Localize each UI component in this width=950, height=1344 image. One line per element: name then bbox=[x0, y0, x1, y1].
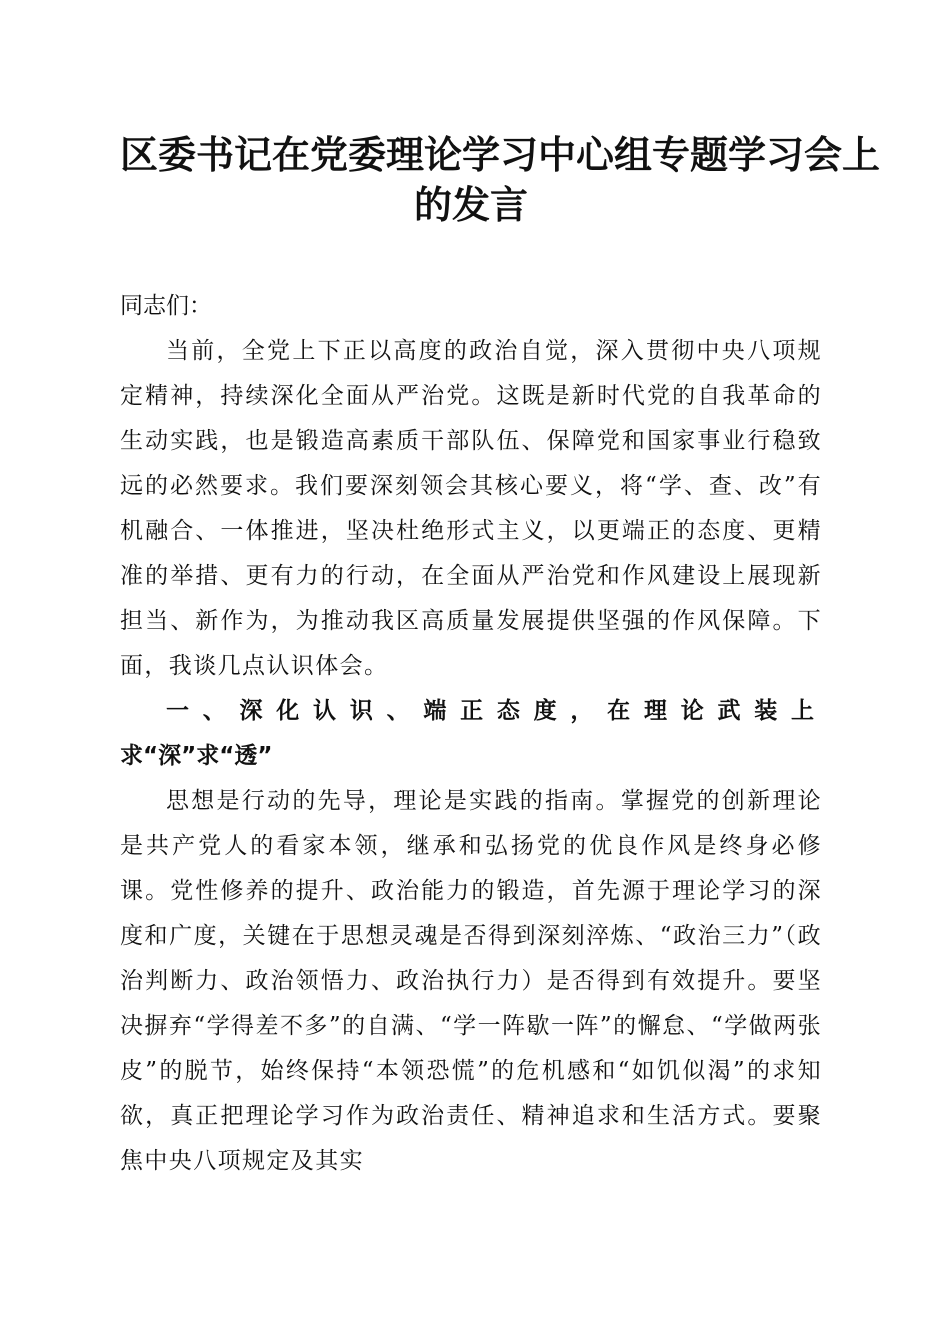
title-line-1: 区委书记在党委理论学习中心组专题学习会上 bbox=[120, 132, 881, 177]
salutation: 同志们： bbox=[120, 293, 212, 319]
document-title bbox=[120, 130, 881, 230]
section-1-heading-line-1: 一、深化认识、端正态度，在理论武装上 bbox=[166, 698, 822, 724]
intro-paragraph: 当前，全党上下正以高度的政治自觉，深入贯彻中央八项规定精神，持续深化全面从严治党。这既是新时代党的自我革命的生动实践，也是锻造高素质干部队伍、保障党和国家事业行稳致远的必然要求。我们要深刻领会其核心要义，将“学、查、改”有机融合、一体推进，坚决杜绝形式主义，以更端正的态度、更精准的举措、更有力的行动，在全面从严治党和作风建设上展现新担当、新作为，为推动我区高质量发展提供坚强的作风保障。下面，我谈几点认识体会。 bbox=[120, 338, 822, 679]
section-1-paragraph: 思想是行动的先导，理论是实践的指南。掌握党的创新理论是共产党人的看家本领，继承和弘扬党的优良作风是终身必修课。党性修养的提升、政治能力的锻造，首先源于理论学习的深度和广度，关键在于思想灵魂是否得到深刻淬炼、“政治三力”（政治判断力、政治领悟力、政治执行力）是否得到有效提升。要坚决摒弃“学得差不多”的自满、“学一阵歇一阵”的懈怠、“学做两张皮”的脱节，始终保持“本领恐慌”的危机感和“如饥似渴”的求知欲，真正把理论学习作为政治责任、精神追求和生活方式。要聚焦中央八项规定及其实 bbox=[120, 788, 822, 1174]
document-page bbox=[120, 130, 881, 1184]
title-line-2: 的发言 bbox=[413, 182, 528, 227]
section-1-heading-line-2: 求“深”求“透” bbox=[120, 743, 273, 769]
section-1-heading bbox=[120, 689, 822, 779]
